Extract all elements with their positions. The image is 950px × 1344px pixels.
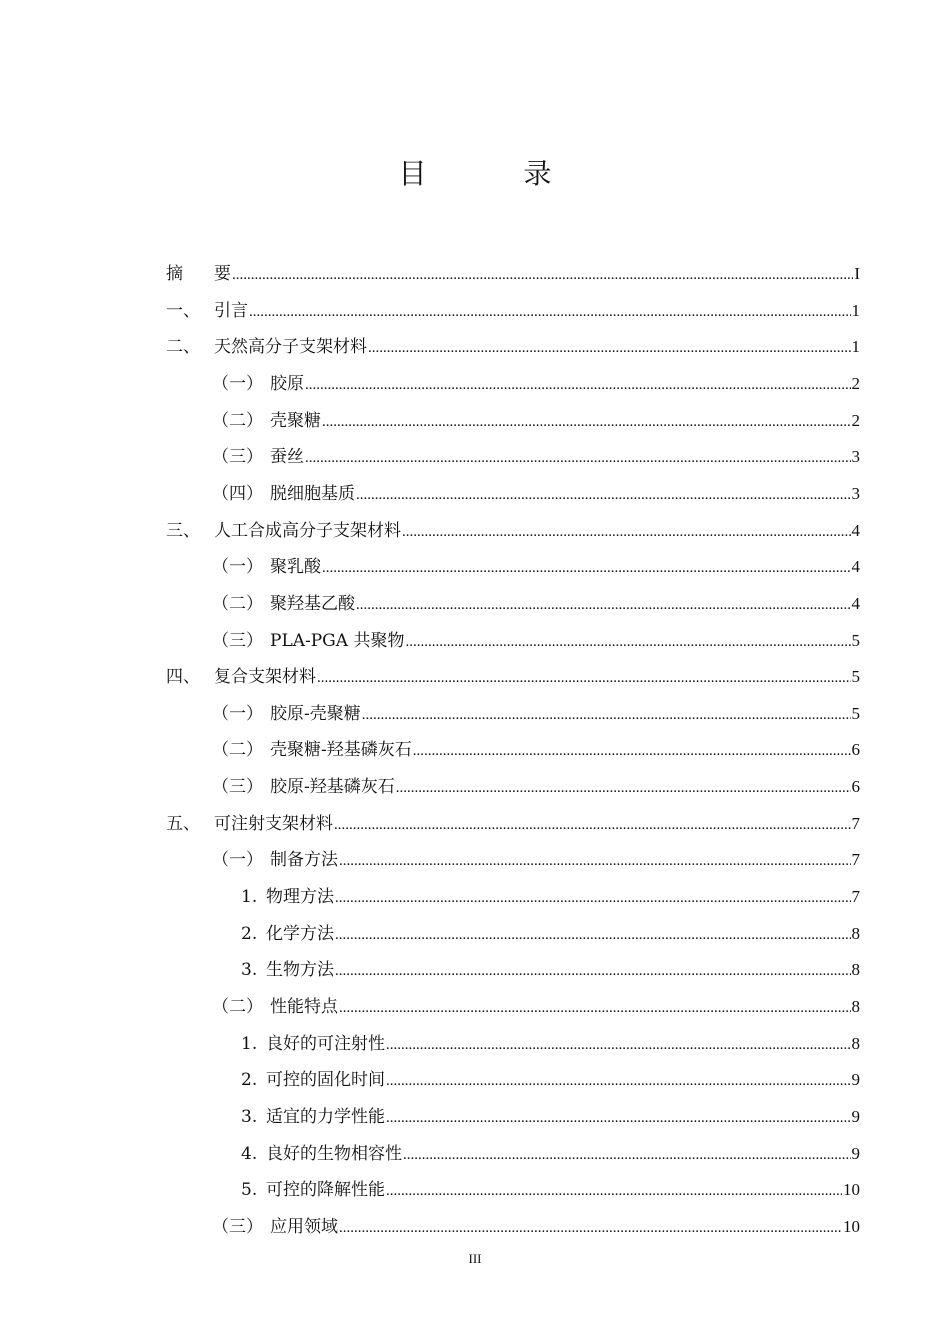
toc-entry[interactable] xyxy=(241,1032,860,1056)
toc-entry-page: 6 xyxy=(851,777,860,796)
toc-entry-label: 可控的降解性能 xyxy=(266,1180,385,1200)
toc-entry-label: 壳聚糖 xyxy=(270,411,321,431)
toc-leader-dots xyxy=(322,410,851,434)
toc-leader-dots xyxy=(339,849,851,873)
toc-entry-page: 8 xyxy=(851,924,860,943)
toc-entry[interactable] xyxy=(241,1105,860,1129)
toc-entry-number: 2. xyxy=(241,924,258,944)
toc-entry-page: 2 xyxy=(851,411,860,430)
toc-entry-label: 胶原-羟基磷灰石 xyxy=(270,777,395,797)
toc-entry[interactable] xyxy=(166,299,860,323)
toc-entry[interactable] xyxy=(241,885,860,909)
toc-entry-label: 化学方法 xyxy=(266,924,334,944)
toc-entry-page: 5 xyxy=(851,704,860,723)
toc-entry-page: 5 xyxy=(851,631,860,650)
toc-entry-number: （二） xyxy=(212,740,263,760)
toc-entry-page: 7 xyxy=(851,887,860,906)
page-title: 目 录 xyxy=(398,157,596,190)
toc-entry-number: （四） xyxy=(212,484,263,504)
toc-entry-number: 二、 xyxy=(166,337,200,357)
toc-entry-page: 9 xyxy=(851,1107,860,1126)
toc-leader-dots xyxy=(403,1143,851,1167)
toc-entry-number: 3. xyxy=(241,960,258,980)
toc-entry-page: 3 xyxy=(851,447,860,466)
toc-entry[interactable] xyxy=(166,665,860,689)
toc-leader-dots xyxy=(305,373,851,397)
toc-entry-page: 4 xyxy=(851,557,860,576)
toc-entry[interactable] xyxy=(241,958,860,982)
toc-entry-label: 胶原 xyxy=(270,374,304,394)
toc-leader-dots xyxy=(386,1106,851,1130)
toc-leader-dots xyxy=(413,739,851,763)
toc-entry-label: 性能特点 xyxy=(270,997,338,1017)
toc-leader-dots xyxy=(368,336,851,360)
toc-entry-number: 三、 xyxy=(166,521,200,541)
toc-entry-label: 可控的固化时间 xyxy=(266,1070,385,1090)
toc-entry[interactable] xyxy=(166,262,860,286)
toc-leader-dots xyxy=(339,996,851,1020)
toc-entry-number: （一） xyxy=(212,704,263,724)
toc-leader-dots xyxy=(386,1033,851,1057)
toc-entry[interactable] xyxy=(212,629,860,653)
toc-entry[interactable] xyxy=(212,848,860,872)
toc-entry-page: 9 xyxy=(851,1070,860,1089)
toc-entry-page: 10 xyxy=(843,1217,860,1236)
toc-entry-number: 3. xyxy=(241,1107,258,1127)
toc-entry-page: 4 xyxy=(851,521,860,540)
toc-entry-page: 3 xyxy=(851,484,860,503)
toc-entry-label: PLA-PGA 共聚物 xyxy=(270,631,405,651)
toc-entry-label: 适宜的力学性能 xyxy=(266,1107,385,1127)
toc-leader-dots xyxy=(402,520,851,544)
toc-entry-label: 生物方法 xyxy=(266,960,334,980)
toc-entry-label: 人工合成高分子支架材料 xyxy=(214,521,401,541)
toc-entry-number: 一、 xyxy=(166,301,200,321)
toc-entry-number: 2. xyxy=(241,1070,258,1090)
toc-entry-label: 可注射支架材料 xyxy=(214,814,333,834)
toc-entry-number: 1. xyxy=(241,887,258,907)
toc-entry-number: （三） xyxy=(212,777,263,797)
toc-entry-number: （二） xyxy=(212,997,263,1017)
toc-leader-dots xyxy=(335,959,851,983)
toc-entry-label: 天然高分子支架材料 xyxy=(214,337,367,357)
toc-entry-page: 9 xyxy=(851,1144,860,1163)
page-number-footer: III xyxy=(468,1251,482,1266)
toc-leader-dots xyxy=(334,813,851,837)
toc-entry[interactable] xyxy=(212,702,860,726)
toc-entry-label: 制备方法 xyxy=(270,850,338,870)
toc-entry-number: （一） xyxy=(212,557,263,577)
toc-entry-page: I xyxy=(854,264,860,283)
toc-entry-label: 壳聚糖-羟基磷灰石 xyxy=(270,740,412,760)
toc-leader-dots xyxy=(362,703,851,727)
toc-entry-number: （三） xyxy=(212,1217,263,1237)
toc-entry[interactable] xyxy=(212,1215,860,1239)
toc-entry-number: 四、 xyxy=(166,667,200,687)
toc-entry-number: （三） xyxy=(212,631,263,651)
toc-entry-label: 物理方法 xyxy=(266,887,334,907)
toc-leader-dots xyxy=(405,630,850,654)
toc-entry-page: 7 xyxy=(851,850,860,869)
toc-leader-dots xyxy=(322,556,851,580)
toc-leader-dots xyxy=(305,446,851,470)
toc-entry-number: （一） xyxy=(212,850,263,870)
toc-leader-dots xyxy=(317,666,851,690)
toc-entry[interactable] xyxy=(212,482,860,506)
toc-leader-dots xyxy=(396,776,851,800)
toc-entry-page: 2 xyxy=(851,374,860,393)
toc-leader-dots xyxy=(386,1179,842,1203)
toc-entry-label: 良好的生物相容性 xyxy=(266,1144,402,1164)
toc-entry-label: 脱细胞基质 xyxy=(270,484,355,504)
toc-leader-dots xyxy=(386,1069,851,1093)
toc-leader-dots xyxy=(335,923,851,947)
toc-entry-page: 10 xyxy=(843,1180,860,1199)
toc-entry-label: 引言 xyxy=(214,301,248,321)
toc-entry-number: （二） xyxy=(212,594,263,614)
toc-leader-dots xyxy=(339,1216,842,1240)
toc-entry-page: 1 xyxy=(851,337,860,356)
toc-entry-page: 1 xyxy=(851,301,860,320)
toc-entry-number: 4. xyxy=(241,1144,258,1164)
toc-entry-label: 复合支架材料 xyxy=(214,667,316,687)
toc-entry-number: 5. xyxy=(241,1180,258,1200)
toc-leader-dots xyxy=(335,886,851,910)
toc-entry-number: 1. xyxy=(241,1034,258,1054)
toc-leader-dots xyxy=(232,263,853,287)
toc-entry-number: 五、 xyxy=(166,814,200,834)
toc-entry[interactable] xyxy=(166,812,860,836)
toc-entry-number: （二） xyxy=(212,411,263,431)
toc-entry-page: 8 xyxy=(851,960,860,979)
toc-entry[interactable] xyxy=(212,995,860,1019)
toc-entry[interactable] xyxy=(212,409,860,433)
toc-entry-page: 7 xyxy=(851,814,860,833)
toc-entry-label: 蚕丝 xyxy=(270,447,304,467)
toc-entry-page: 8 xyxy=(851,1034,860,1053)
toc-entry-label: 要 xyxy=(214,264,231,284)
toc-leader-dots xyxy=(249,300,851,324)
toc-entry[interactable] xyxy=(241,922,860,946)
toc-entry[interactable] xyxy=(241,1142,860,1166)
toc-entry-page: 6 xyxy=(851,740,860,759)
toc-entry[interactable] xyxy=(166,519,860,543)
toc-leader-dots xyxy=(356,483,851,507)
toc-entry-label: 胶原-壳聚糖 xyxy=(270,704,361,724)
toc-entry[interactable] xyxy=(212,372,860,396)
toc-entry-page: 5 xyxy=(851,667,860,686)
toc-entry[interactable] xyxy=(212,738,860,762)
toc-entry[interactable] xyxy=(212,592,860,616)
toc-entry-label: 良好的可注射性 xyxy=(266,1034,385,1054)
toc-entry[interactable] xyxy=(241,1178,860,1202)
toc-entry[interactable] xyxy=(212,775,860,799)
toc-entry[interactable] xyxy=(241,1068,860,1092)
toc-entry-page: 4 xyxy=(851,594,860,613)
toc-entry-label: 聚乳酸 xyxy=(270,557,321,577)
toc-entry-label: 聚羟基乙酸 xyxy=(270,594,355,614)
toc-entry-number: （三） xyxy=(212,447,263,467)
toc-entry-page: 8 xyxy=(851,997,860,1016)
toc-leader-dots xyxy=(356,593,851,617)
toc-entry-number: 摘 xyxy=(166,264,183,284)
toc-entry-label: 应用领域 xyxy=(270,1217,338,1237)
toc-entry[interactable] xyxy=(212,445,860,469)
toc-entry-number: （一） xyxy=(212,374,263,394)
toc-entry[interactable] xyxy=(212,555,860,579)
toc-entry[interactable] xyxy=(166,335,860,359)
